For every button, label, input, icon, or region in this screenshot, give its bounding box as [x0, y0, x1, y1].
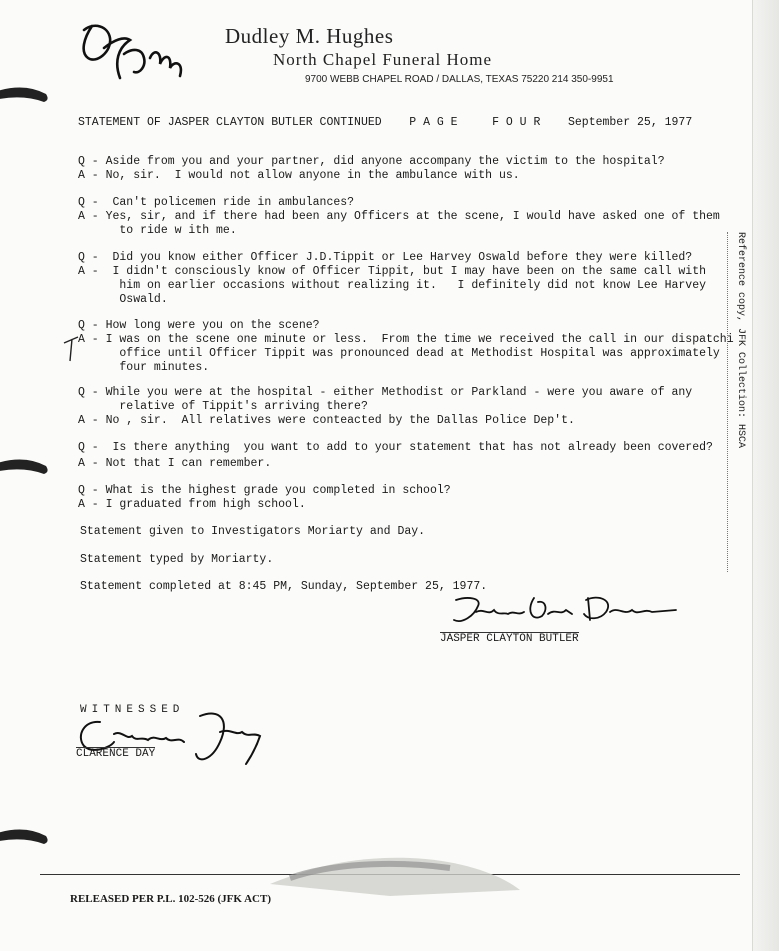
answer-3: A - I didn't consciously know of Officer Tippit, but I may have been on the same call with him on earlier occasions without realizing it. I definitely did not know Lee Harvey Oswald.	[78, 265, 707, 306]
letterhead-address: 9700 WEBB CHAPEL ROAD / DALLAS, TEXAS 75220 214 350-9951	[305, 74, 614, 85]
question-4: Q - How long were you on the scene?	[78, 319, 320, 332]
reference-copy-note: Reference copy, JFK Collection: HSCA	[727, 232, 746, 572]
question-1: Q - Aside from you and your partner, did anyone accompany the victim to the hospital?	[78, 155, 665, 168]
release-stamp: RELEASED PER P.L. 102-526 (JFK ACT)	[70, 893, 271, 905]
statement-date: September 25, 1977	[568, 116, 693, 129]
witness-typed-name: CLARENCE DAY	[76, 748, 156, 760]
letterhead	[225, 24, 614, 85]
statement-given: Statement given to Investigators Moriarty and Day.	[80, 525, 426, 538]
letterhead-name: Dudley M. Hughes	[225, 24, 394, 48]
page-edge	[752, 0, 779, 951]
binder-ring-icon	[0, 826, 52, 848]
letterhead-company: North Chapel Funeral Home	[273, 50, 493, 69]
question-5: Q - While you were at the hospital - either Methodist or Parkland - were you aware of any relative of Tippit's arriving there?	[78, 386, 693, 413]
binder-ring-icon	[0, 456, 52, 478]
question-2: Q - Can't policemen ride in ambulances?	[78, 196, 355, 209]
answer-2: A - Yes, sir, and if there had been any Officers at the scene, I would have asked one of them to ride w ith me.	[78, 210, 720, 237]
margin-mark-icon	[60, 335, 82, 369]
answer-4: A - I was on the scene one minute or less. From the time we received the call in our dispatchi office until Officer Tippit was pronounced dead at Methodist Hospital was approximately four minutes.	[78, 333, 734, 374]
page-number: P A G E F O U R	[409, 116, 541, 129]
witness-signature	[70, 702, 270, 772]
answer-7: A - I graduated from high school.	[78, 498, 306, 511]
binder-ring-icon	[0, 84, 52, 106]
statement-header	[78, 116, 692, 129]
answer-1: A - No, sir. I would not allow anyone in the ambulance with us.	[78, 169, 520, 182]
answer-6: A - Not that I can remember.	[78, 457, 272, 470]
answer-5: A - No , sir. All relatives were conteacted by the Dallas Police Dep't.	[78, 414, 575, 427]
statement-title: STATEMENT OF JASPER CLAYTON BUTLER CONTINUED	[78, 116, 382, 129]
question-6: Q - Is there anything you want to add to your statement that has not already been covered?	[78, 441, 713, 454]
scan-smudge	[270, 848, 530, 898]
monogram-logo	[74, 18, 194, 90]
statement-typed: Statement typed by Moriarty.	[80, 553, 274, 566]
question-3: Q - Did you know either Officer J.D.Tippit or Lee Harvey Oswald before they were killed?	[78, 251, 693, 264]
statement-completed: Statement completed at 8:45 PM, Sunday, September 25, 1977.	[80, 580, 488, 593]
butler-typed-name: JASPER CLAYTON BUTLER	[440, 633, 579, 645]
question-7: Q - What is the highest grade you completed in school?	[78, 484, 451, 497]
witnessed-label: WITNESSED	[80, 704, 185, 716]
butler-signature	[448, 590, 698, 636]
